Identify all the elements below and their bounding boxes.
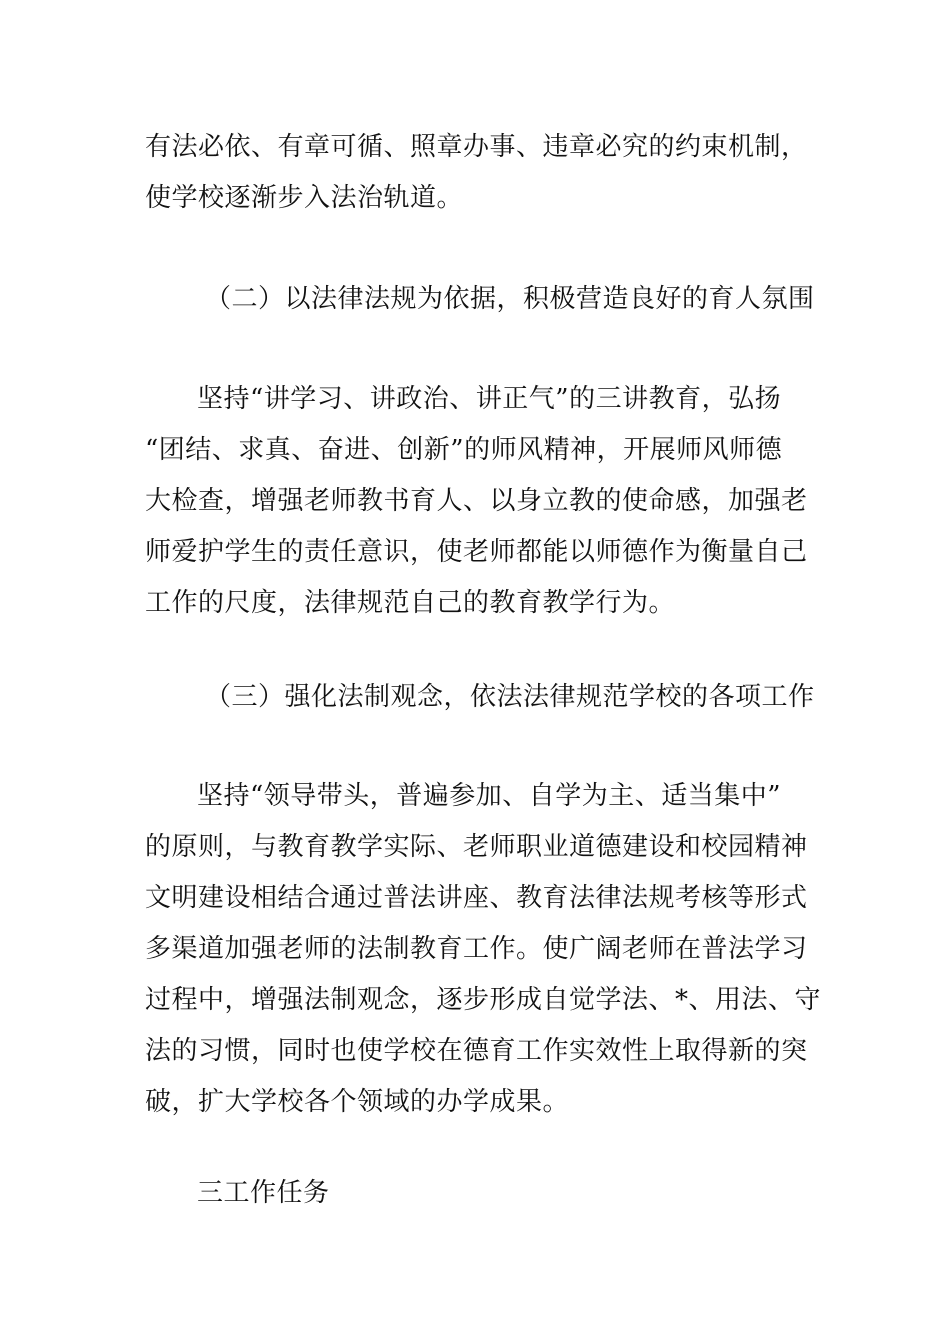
heading-text: （三）强化法制观念，依法法律规范学校的各项工作 [205, 682, 815, 712]
section-title [145, 1168, 810, 1219]
text-line: 师爱护学生的责任意识，使老师都能以师德作为衡量自己 [145, 537, 808, 567]
text-line: 工作的尺度，法律规范自己的教育教学行为。 [145, 588, 676, 618]
paragraph-continuation [145, 122, 810, 224]
text-line: 有法必依、有章可循、照章办事、违章必究的约束机制， [145, 132, 808, 162]
section-title-text: 三工作任务 [197, 1178, 330, 1208]
text-line: 使学校逐渐步入法治轨道。 [145, 183, 464, 213]
section-heading-3 [145, 672, 815, 723]
paragraph-2 [145, 374, 810, 629]
text-line: 坚持“讲学习、讲政治、讲正气”的三讲教育，弘扬 [197, 384, 782, 414]
text-line: 过程中，增强法制观念，逐步形成自觉学法、*、用法、守 [145, 985, 822, 1015]
text-line: 大检查，增强老师教书育人、以身立教的使命感，加强老 [145, 486, 808, 516]
section-heading-2 [145, 274, 815, 325]
paragraph-3 [145, 771, 822, 1128]
heading-text: （二）以法律法规为依据，积极营造良好的育人氛围 [205, 284, 815, 314]
text-line: “团结、求真、奋进、创新”的师风精神，开展师风师德 [145, 435, 783, 465]
text-line: 文明建设相结合通过普法讲座、教育法律法规考核等形式 [145, 883, 808, 913]
text-line: 的原则，与教育教学实际、老师职业道德建设和校园精神 [145, 832, 808, 862]
text-line: 法的习惯，同时也使学校在德育工作实效性上取得新的突 [145, 1036, 808, 1066]
text-line: 多渠道加强老师的法制教育工作。使广阔老师在普法学习 [145, 934, 808, 964]
text-line: 坚持“领导带头，普遍参加、自学为主、适当集中” [197, 781, 782, 811]
text-line: 破，扩大学校各个领域的办学成果。 [145, 1087, 570, 1117]
